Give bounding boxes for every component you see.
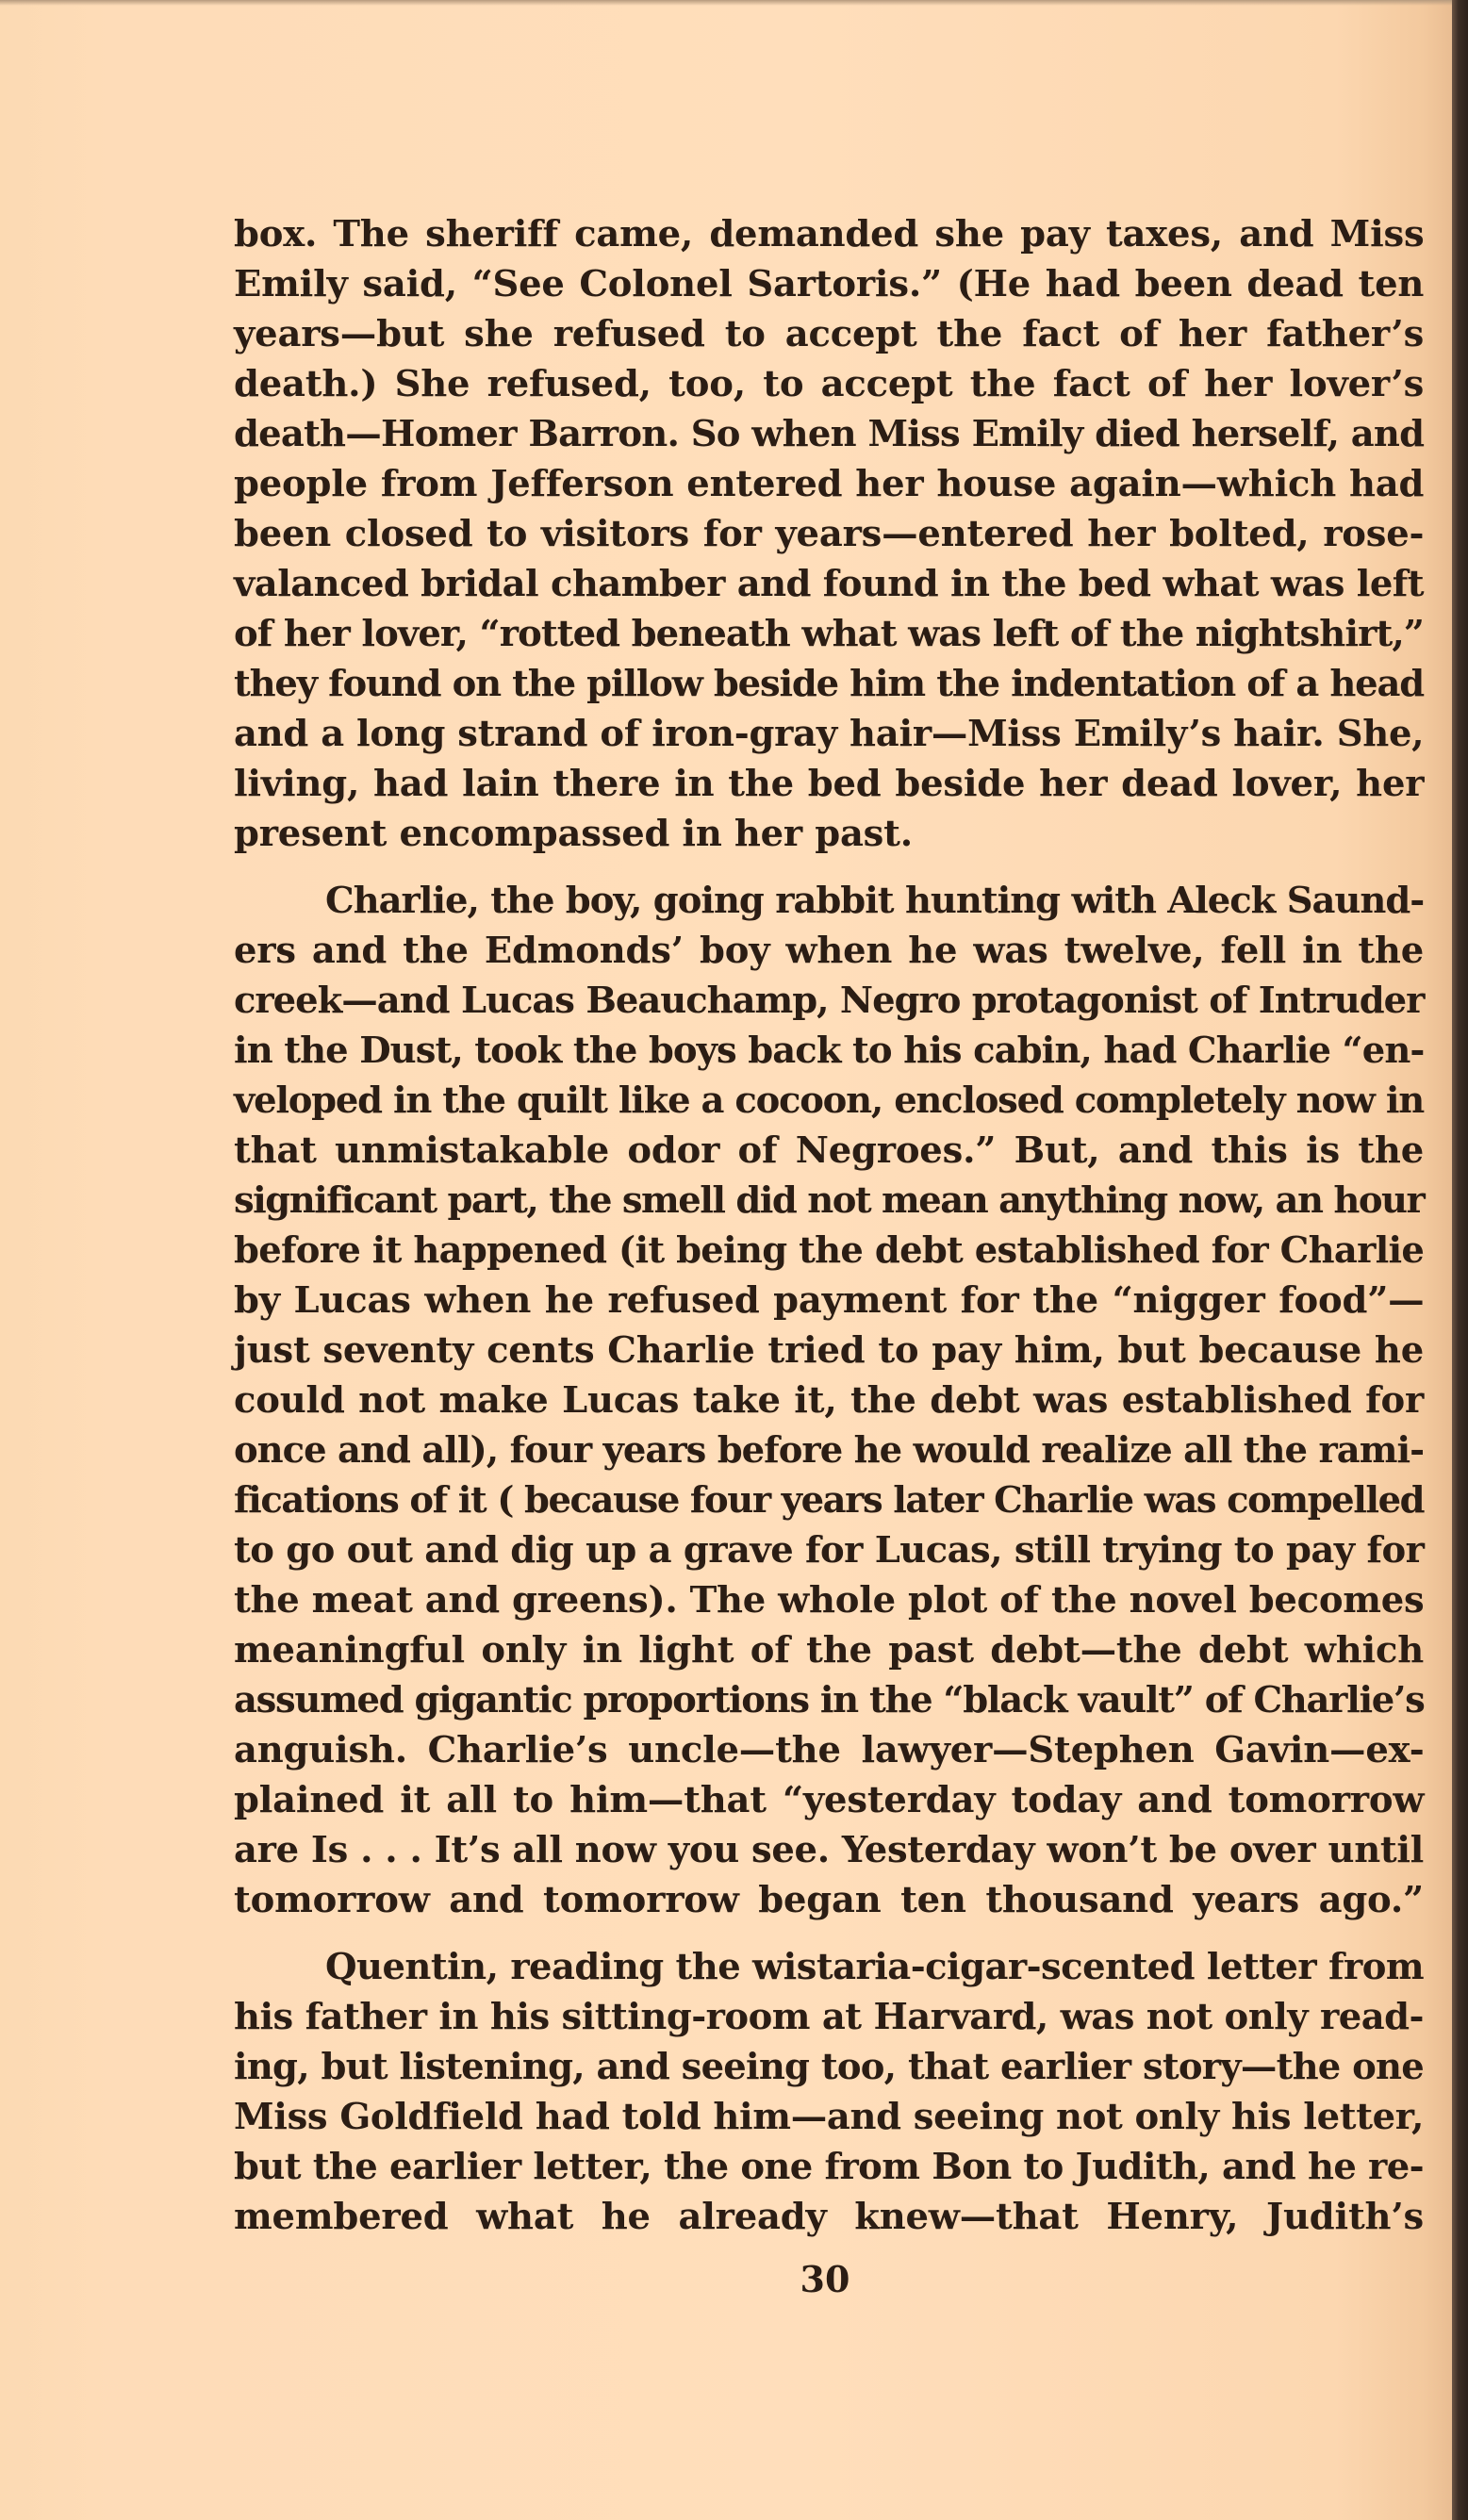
text-line: assumed gigantic proportions in the “black vault” of Charlie’s <box>234 1679 1425 1721</box>
text-line: been closed to visitors for years—entered her bolted, rose- <box>234 513 1425 555</box>
text-line: death.) She refused, too, to accept the fact of her lover’s <box>234 363 1425 405</box>
text-line: are Is . . . It’s all now you see. Yesterday won’t be over until <box>234 1829 1424 1871</box>
text-line: anguish. Charlie’s uncle—the lawyer—Stephen Gavin—ex- <box>234 1729 1425 1771</box>
text-line: that unmistakable odor of Negroes.” But, and this is the <box>234 1129 1424 1172</box>
text-line: the meat and greens). The whole plot of the novel becomes <box>234 1579 1425 1622</box>
text-line: significant part, the smell did not mean anything now, an hour <box>234 1179 1425 1222</box>
text-line: ing, but listening, and seeing too, that earlier story—the one <box>234 2046 1424 2088</box>
text-line: they found on the pillow beside him the indentation of a head <box>234 663 1424 705</box>
text-line: people from Jefferson entered her house again—which had <box>234 463 1425 505</box>
text-line: by Lucas when he refused payment for the “nigger food”— <box>234 1279 1425 1322</box>
text-line: veloped in the quilt like a cocoon, enclosed completely now in <box>234 1079 1424 1122</box>
text-line: Miss Goldfield had told him—and seeing not only his letter, <box>234 2096 1425 2138</box>
text-line: present encompassed in her past. <box>234 813 913 855</box>
paragraph-1 <box>234 209 1424 859</box>
paragraph-3 <box>234 1942 1424 2242</box>
text-line: Charlie, the boy, going rabbit hunting with Aleck Saund- <box>325 880 1425 922</box>
text-line: once and all), four years before he would realize all the rami- <box>234 1429 1425 1472</box>
text-line: living, had lain there in the bed beside her dead lover, her <box>234 763 1425 805</box>
text-line: creek—and Lucas Beauchamp, Negro protagonist of Intruder <box>234 980 1425 1022</box>
text-line: valanced bridal chamber and found in the bed what was left <box>234 563 1424 605</box>
text-line: before it happened (it being the debt established for Charlie <box>234 1229 1425 1272</box>
text-line: ers and the Edmonds’ boy when he was twelve, fell in the <box>234 930 1424 972</box>
book-edge <box>1452 0 1468 2520</box>
text-line: just seventy cents Charlie tried to pay him, but because he <box>234 1329 1424 1372</box>
paragraph-2 <box>234 876 1424 1925</box>
text-line: but the earlier letter, the one from Bon to Judith, and he re- <box>234 2146 1424 2188</box>
page-top-shadow <box>0 0 1452 6</box>
text-line: his father in his sitting-room at Harvard, was not only read- <box>234 1996 1424 2038</box>
text-line: to go out and dig up a grave for Lucas, still trying to pay for <box>234 1529 1425 1572</box>
text-line: in the Dust, took the boys back to his cabin, had Charlie “en- <box>234 1029 1425 1072</box>
text-line: meaningful only in light of the past debt—the debt which <box>234 1629 1424 1672</box>
text-line: plained it all to him—that “yesterday today and tomorrow <box>234 1779 1425 1821</box>
text-line: years—but she refused to accept the fact of her father’s <box>234 313 1425 355</box>
text-line: of her lover, “rotted beneath what was left of the nightshirt,” <box>234 613 1425 655</box>
text-line: and a long strand of iron-gray hair—Miss Emily’s hair. She, <box>234 713 1425 755</box>
text-line: tomorrow and tomorrow began ten thousand years ago.” <box>234 1879 1424 1921</box>
text-line: Emily said, “See Colonel Sartoris.” (He had been dead ten <box>234 263 1425 305</box>
text-line: fications of it ( because four years later Charlie was compelled <box>234 1479 1425 1522</box>
page-number: 30 <box>800 2258 850 2300</box>
body-text <box>234 209 1424 2242</box>
text-line: could not make Lucas take it, the debt was established for <box>234 1379 1425 1422</box>
text-line: box. The sheriff came, demanded she pay taxes, and Miss <box>234 213 1425 255</box>
text-line: Quentin, reading the wistaria-cigar-scented letter from <box>325 1946 1425 1988</box>
text-line: membered what he already knew—that Henry, Judith’s <box>234 2196 1424 2238</box>
text-line: death—Homer Barron. So when Miss Emily died herself, and <box>234 413 1425 455</box>
